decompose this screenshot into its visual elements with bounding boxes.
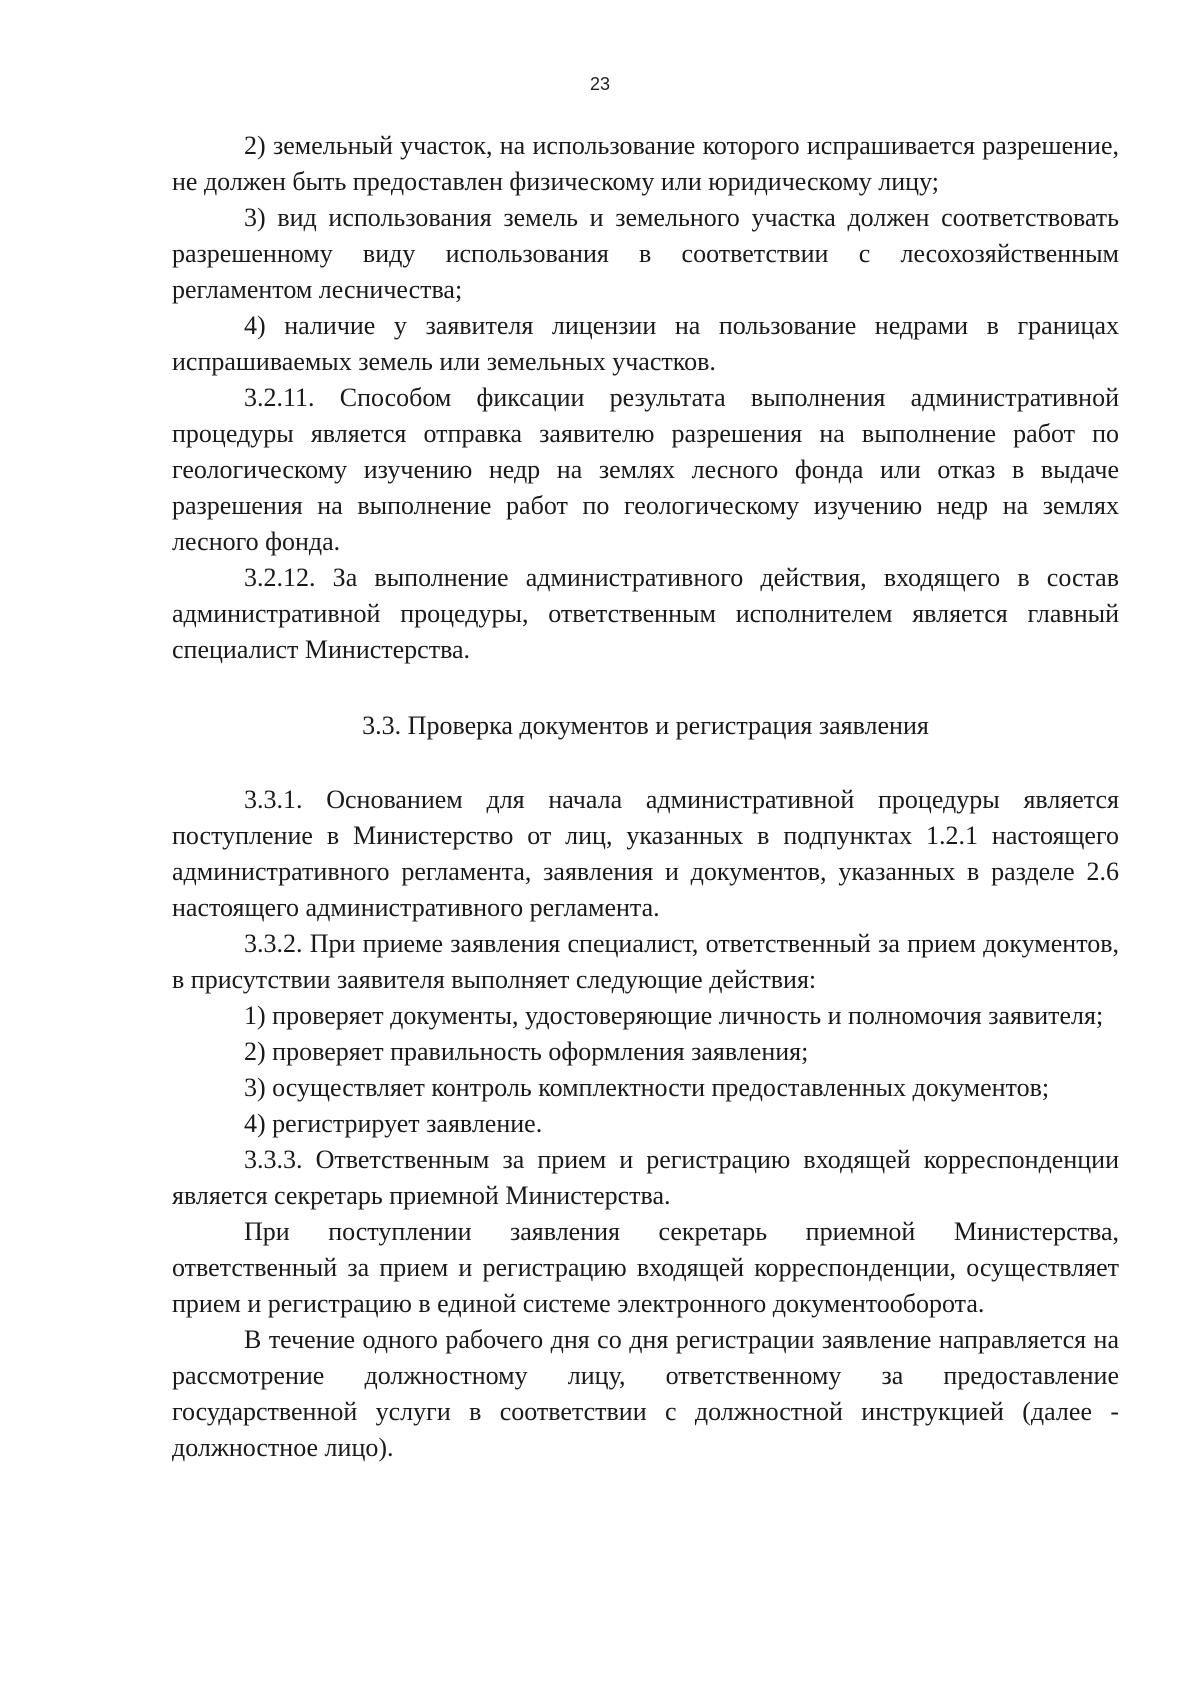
paragraph: 3.3.1. Основанием для начала административной процедуры является поступление в Министерство от лиц, указанных в подпунктах 1.2.1 настоящего административного регламента, заявления и документов, указанных в разделе 2.6 настоящего административного регламента. bbox=[172, 785, 1119, 922]
list-item: 2) проверяет правильность оформления заявления; bbox=[244, 1037, 809, 1066]
paragraph: 2) земельный участок, на использование которого испрашивается разрешение, не должен быть предоставлен физическому или юридическому лицу; bbox=[172, 131, 1119, 196]
paragraph: В течение одного рабочего дня со дня регистрации заявление направляется на рассмотрение должностному лицу, ответственному за предоставление государственной услуги в соответствии с должностной инструкцией (далее - должностное лицо). bbox=[172, 1325, 1119, 1462]
section-heading: 3.3. Проверка документов и регистрация заявления bbox=[362, 711, 929, 740]
list-item: 1) проверяет документы, удостоверяющие личность и полномочия заявителя; bbox=[244, 1001, 1104, 1030]
paragraph: 3.2.11. Способом фиксации результата выполнения административной процедуры является отправка заявителю разрешения на выполнение работ по геологическому изучению недр на землях лесного фонда или отказ в выдаче разрешения на выполнение работ по геологическому изучению недр на землях лесного фонда. bbox=[172, 383, 1119, 556]
list-item: 3) осуществляет контроль комплектности предоставленных документов; bbox=[244, 1073, 1050, 1102]
paragraph: 3.3.2. При приеме заявления специалист, ответственный за прием документов, в присутствии заявителя выполняет следующие действия: bbox=[172, 929, 1119, 994]
document-body bbox=[172, 128, 1119, 1466]
list-item: 4) регистрирует заявление. bbox=[244, 1109, 543, 1138]
paragraph: 3.3.3. Ответственным за прием и регистрацию входящей корреспонденции является секретарь приемной Министерства. bbox=[172, 1145, 1119, 1210]
paragraph: 3) вид использования земель и земельного участка должен соответствовать разрешенному виду использования в соответствии с лесохозяйственным регламентом лесничества; bbox=[172, 203, 1119, 304]
paragraph: 3.2.12. За выполнение административного действия, входящего в состав административной процедуры, ответственным исполнителем является главный специалист Министерства. bbox=[172, 563, 1119, 664]
paragraph: 4) наличие у заявителя лицензии на пользование недрами в границах испрашиваемых земель или земельных участков. bbox=[172, 311, 1119, 376]
page-number: 23 bbox=[589, 74, 611, 94]
paragraph: При поступлении заявления секретарь приемной Министерства, ответственный за прием и регистрацию входящей корреспонденции, осуществляет прием и регистрацию в единой системе электронного документооборота. bbox=[172, 1217, 1119, 1318]
